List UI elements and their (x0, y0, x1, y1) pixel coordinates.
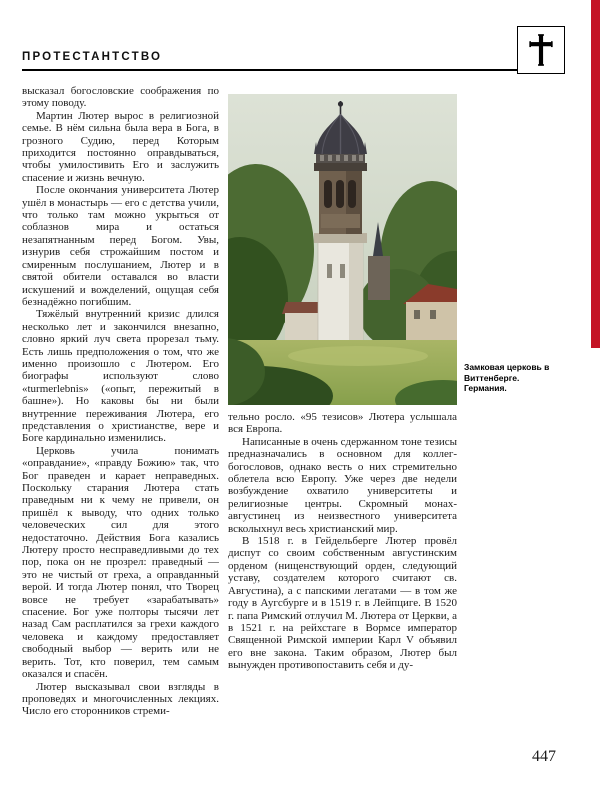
section-accent-bar (591, 0, 600, 348)
paragraph: Написанные в очень сдержанном тоне тезисы предназначались в основном для коллег-богословов, однако весть о них стремительно облетела всю Европу. Уже через две недели возбуждение охватило университеты и религиозные центры. Скромный монах-августинец из неизвестного университета всколыхнул весь христианский мир. (228, 435, 457, 535)
chapter-running-head: ПРОТЕСТАНТСТВО (22, 51, 163, 63)
paragraph: После окончания университета Лютер ушёл в монастырь — его с детства учили, что только там можно укрыться от соблазнов мира и остаться незапятнанным перед Богом. Увы, изнурив себя строжайшим постом и смиренным послушанием, Лютер и в святой обители оставался во власти искушений и вожделений, ощущая себя безнадёжно погибшим. (22, 184, 219, 308)
text-column-right (228, 411, 457, 777)
text-column-left (22, 85, 219, 777)
paragraph: Мартин Лютер вырос в религиозной семье. В нём сильна была вера в Бога, в грозного Судию, перед Которым приходится постоянно оправдываться, чтобы умилостивить Его и заслужить спасение и жизнь вечную. (22, 109, 219, 184)
latin-cross-icon (521, 30, 561, 70)
paragraph: Лютер высказывал свои взгляды в проповедях и многочисленных лекциях. Число его сторонников стреми- (22, 680, 219, 718)
paragraph: Церковь учила понимать «оправдание», «правду Божию» так, что Бог праведен и карает неправедных. Поскольку старания Лютера стать праведным ни к чему не привели, он пришёл к выводу, что одних только человеческих сил для этого недостаточно. Действия Бога казались Лютеру просто несправедливыми до тех пор, пока он не прозрел: праведный — это не чистый от греха, а оправданный верой. И тогда Лютер понял, что Творец вовсе не требует «зарабатывать» спасение. Бог уже полторы тысячи лет назад Сам расплатился за грехи каждого человека и каждому предоставляет свободный выбор — верить или не верить. Тот, кто поверил, тем самым оказался и спасён. (22, 444, 219, 681)
photo-caption: Замковая церковь в Виттенберге. Германия. (464, 362, 550, 393)
castle-church-illustration (228, 94, 457, 405)
paragraph: высказал богословские соображения по этому поводу. (22, 85, 219, 110)
chapter-emblem-box (517, 26, 565, 74)
paragraph: Тяжёлый внутренний кризис длился несколько лет и закончился внезапно, словно яркий луч света прорезал тьму. Есть лишь предположения о том, что же именно произошло с Лютером. Его биографы используют слово «turmerlebnis» («опыт, пережитый в башне»). Но каковы бы ни были внутренние переживания Лютера, его представления о христианстве, вере и Боге кардинально изменились. (22, 308, 219, 445)
header-rule (22, 69, 565, 71)
paragraph: В 1518 г. в Гейдельберге Лютер провёл диспут со своим собственным августинским орденом (нищенствующий орден, следующий уставу, создателем которого считают св. Августина), а с папскими легатами — в том же году в Аугсбурге и в 1519 г. в Лейпциге. В 1520 г. папа Римский отлучил М. Лютера от Церкви, а в 1521 г. на рейхстаге в Вормсе император Священной Римской империи Карл V объявил его вне закона. Таким образом, Лютер был вынужден противопоставить себя и ду- (228, 535, 457, 672)
page-number: 447 (532, 748, 556, 765)
paragraph: тельно росло. «95 тезисов» Лютера услышала вся Европа. (228, 411, 457, 436)
photo-wittenberg-castle-church (228, 94, 457, 405)
